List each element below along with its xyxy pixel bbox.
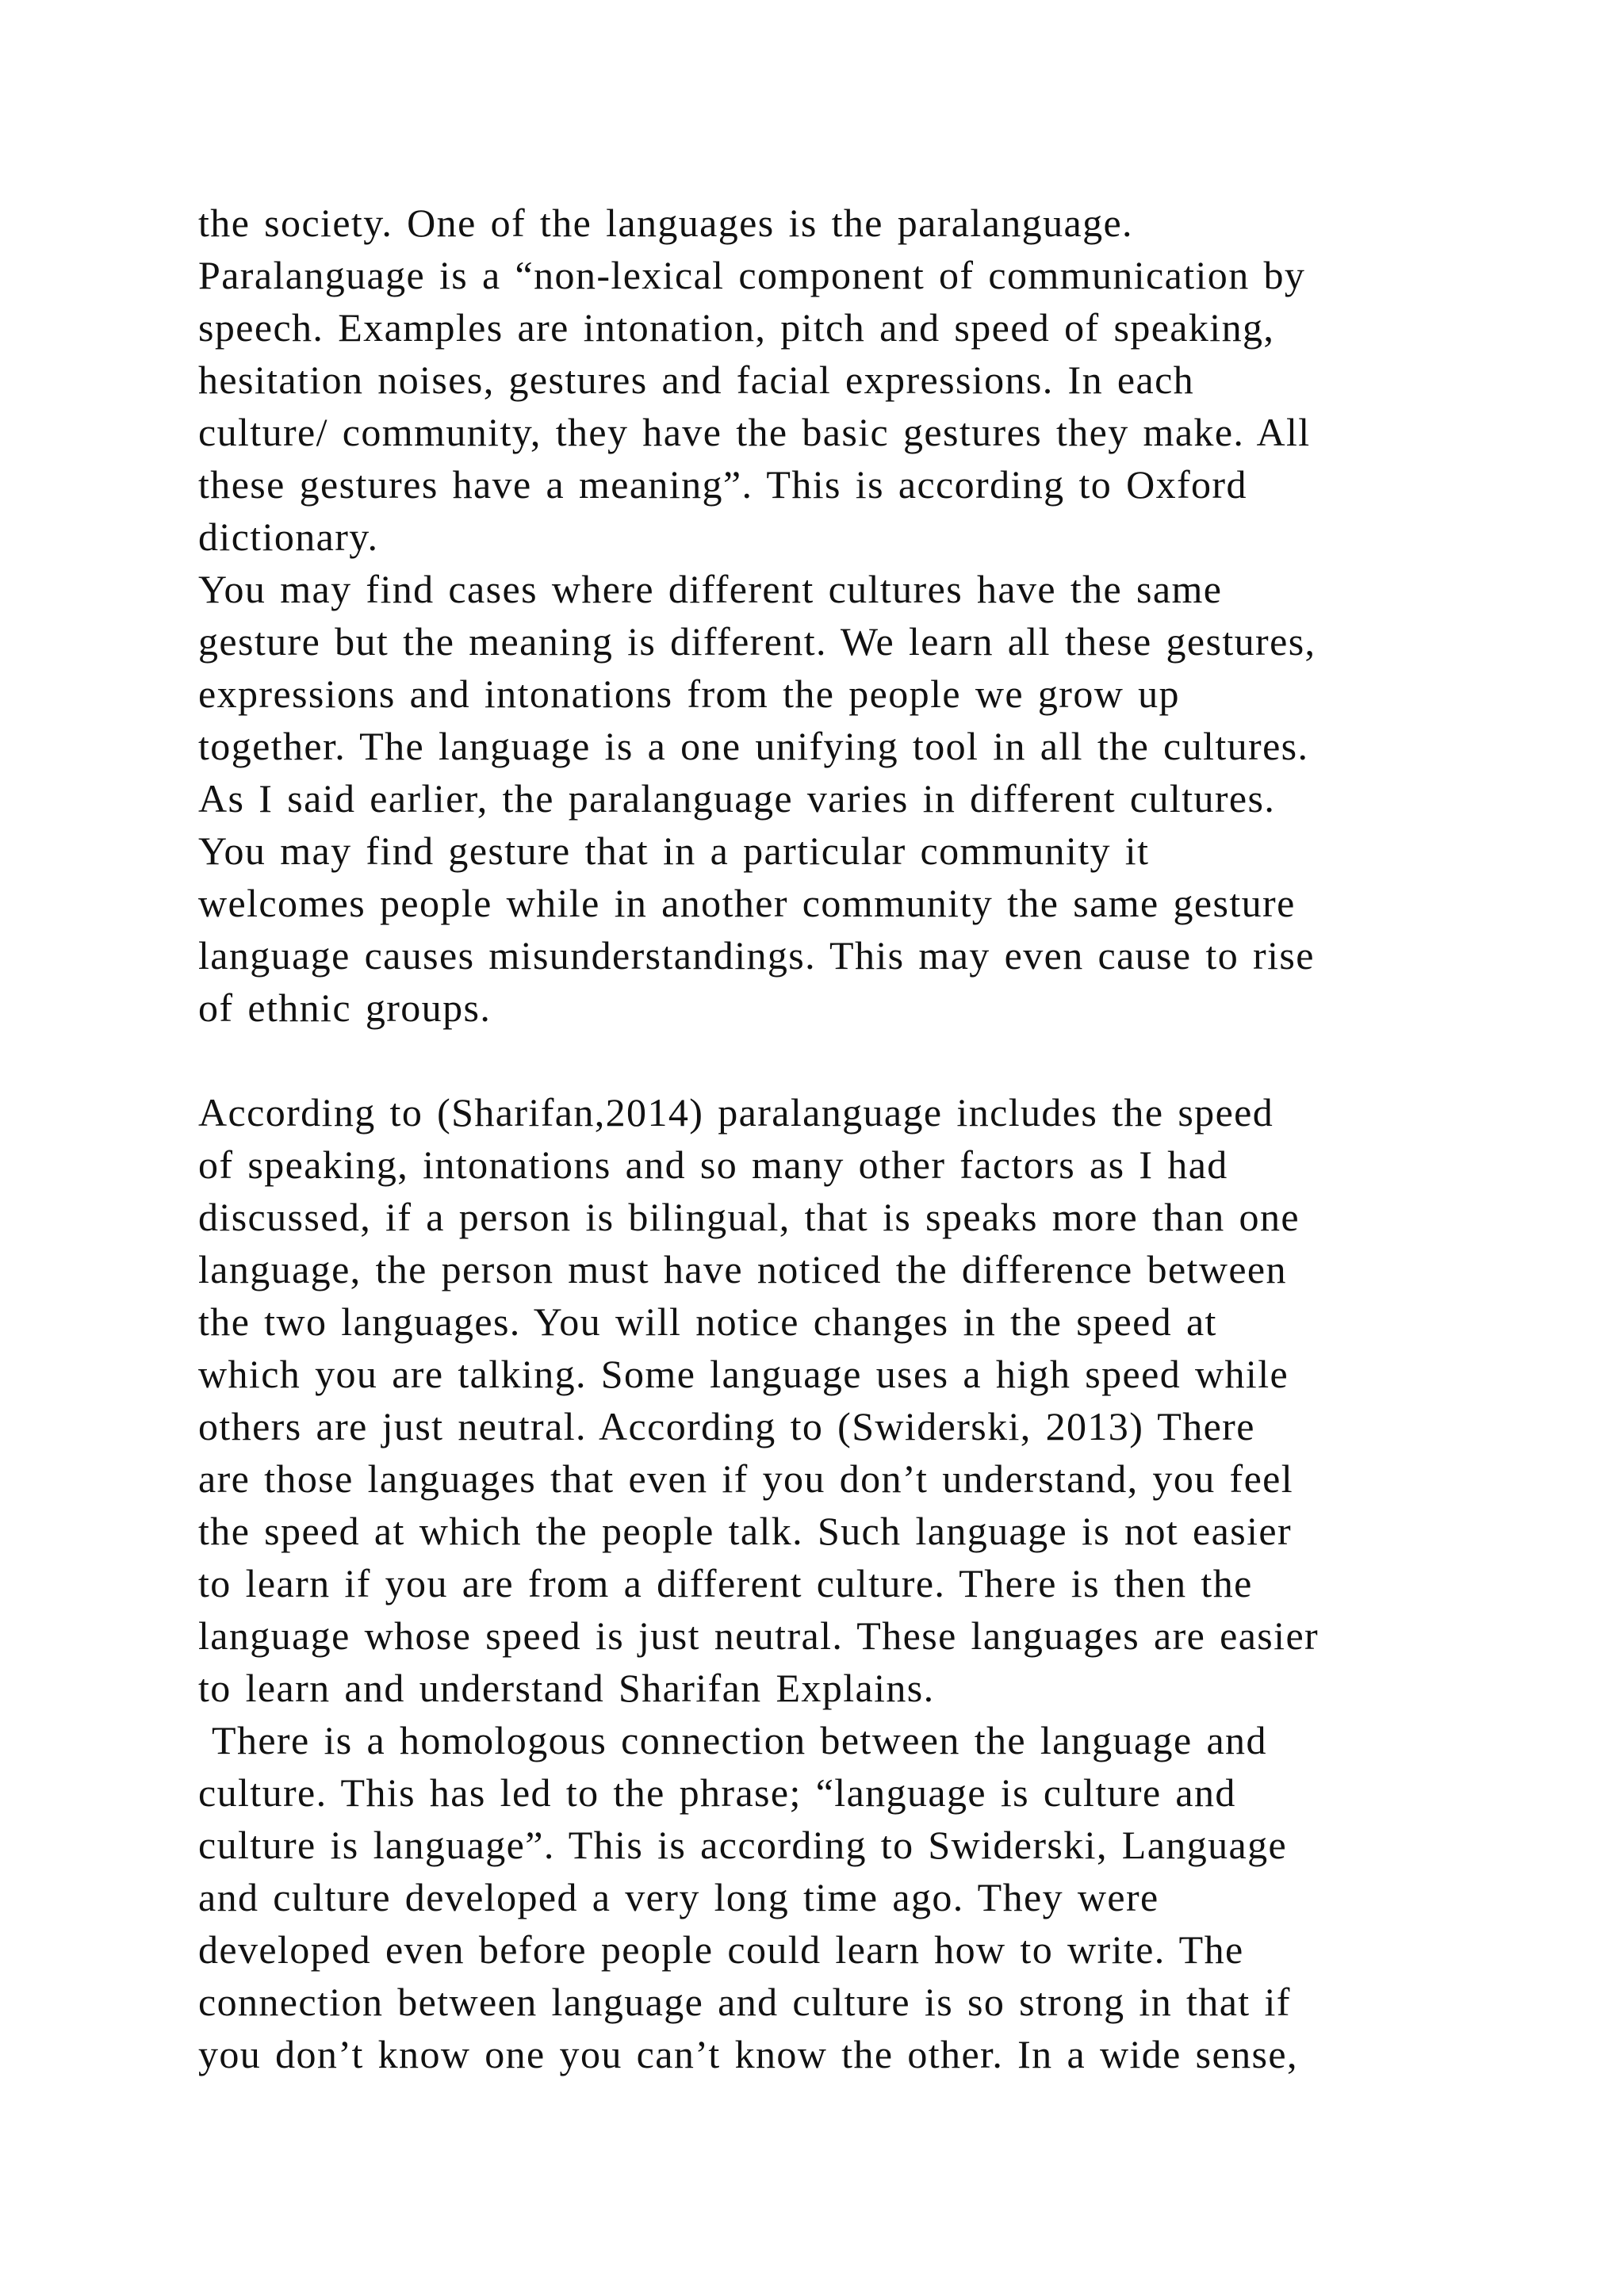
text-line: Paralanguage is a “non-lexical component of communication by (198, 253, 1306, 297)
paragraph (198, 197, 1546, 563)
text-line: welcomes people while in another community the same gesture (198, 881, 1296, 925)
text-line: to learn if you are from a different culture. There is then the (198, 1561, 1253, 1605)
paragraph (198, 563, 1546, 1034)
text-line: According to (Sharifan,2014) paralanguage includes the speed (198, 1090, 1274, 1135)
text-line: the speed at which the people talk. Such language is not easier (198, 1509, 1293, 1553)
text-line: the society. One of the languages is the paralanguage. (198, 201, 1133, 245)
text-line: You may find gesture that in a particular community it (198, 828, 1150, 873)
text-line: are those languages that even if you don’t understand, you feel (198, 1456, 1294, 1501)
text-line: As I said earlier, the paralanguage varies in different cultures. (198, 776, 1276, 821)
text-line: developed even before people could learn how to write. The (198, 1927, 1244, 1972)
text-line: language whose speed is just neutral. These languages are easier (198, 1613, 1320, 1658)
text-line: gesture but the meaning is different. We learn all these gestures, (198, 619, 1316, 664)
paragraph (198, 1086, 1546, 1714)
text-line: speech. Examples are intonation, pitch and speed of speaking, (198, 305, 1275, 350)
text-line: dictionary. (198, 515, 379, 559)
text-line: expressions and intonations from the people we grow up (198, 672, 1180, 716)
text-line: to learn and understand Sharifan Explains. (198, 1666, 935, 1710)
text-line: culture is language”. This is according to Swiderski, Language (198, 1823, 1288, 1867)
text-line: hesitation noises, gestures and facial expressions. In each (198, 358, 1195, 402)
text-line: of speaking, intonations and so many other factors as I had (198, 1142, 1228, 1187)
paragraph (198, 1714, 1546, 2080)
text-line: language causes misunderstandings. This may even cause to rise (198, 933, 1315, 978)
text-line: culture. This has led to the phrase; “language is culture and (198, 1770, 1236, 1815)
text-line: discussed, if a person is bilingual, that is speaks more than one (198, 1195, 1300, 1239)
text-line: of ethnic groups. (198, 985, 492, 1030)
text-line: language, the person must have noticed the difference between (198, 1247, 1287, 1292)
text-line: the two languages. You will notice changes in the speed at (198, 1299, 1217, 1344)
text-line: which you are talking. Some language uses a high speed while (198, 1352, 1289, 1396)
text-line: others are just neutral. According to (Swiderski, 2013) There (198, 1404, 1255, 1448)
text-line: culture/ community, they have the basic gestures they make. All (198, 410, 1311, 454)
text-line: together. The language is a one unifying tool in all the cultures. (198, 724, 1309, 768)
text-line: You may find cases where different cultures have the same (198, 567, 1223, 611)
text-line: these gestures have a meaning”. This is according to Oxford (198, 462, 1247, 507)
body-text (198, 197, 1546, 2080)
text-line: connection between language and culture is so strong in that if (198, 1980, 1291, 2024)
text-line: and culture developed a very long time ago. They were (198, 1875, 1159, 1919)
text-line: There is a homologous connection between the language and (198, 1718, 1267, 1762)
text-line: you don’t know one you can’t know the other. In a wide sense, (198, 2032, 1298, 2076)
paragraph-gap (198, 1034, 1546, 1086)
